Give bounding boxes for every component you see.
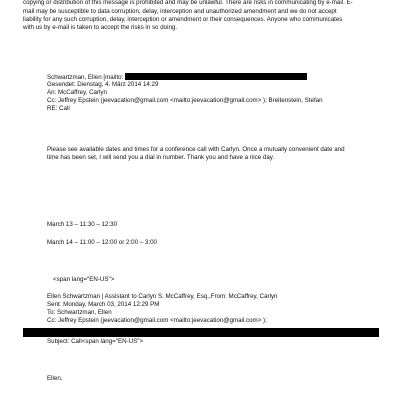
cc-line: Cc: Jeffrey Epstein (jeevacation@gmail.com <mailto:jeevacation@gmail.com> ); Breitenstein, Stefan bbox=[47, 97, 323, 104]
span-tag-text: <span lang="EN-US"> bbox=[53, 276, 115, 283]
time-slot: March 13 – 11:30 – 12:30 bbox=[47, 221, 118, 228]
disclaimer-line: with us by e-mail is taken to accept the risks in so doing. bbox=[23, 24, 178, 31]
from-text: Schwartzman, Ellen [mailto: bbox=[47, 74, 124, 81]
disclaimer-line: liability for any such corruption, delay, interception or amendment or their consequences. Anyone who communicates bbox=[23, 16, 343, 23]
subject-line: RE: Call bbox=[47, 105, 70, 112]
redaction-bar bbox=[125, 73, 307, 80]
sent-line: Gesendet: Dienstag, 4. März 2014 14:29 bbox=[47, 81, 159, 88]
disclaimer-line: mail may be susceptible to data corruption, delay, interception and unauthorized amendment and we do not accept bbox=[23, 8, 337, 15]
disclaimer-line: copying or distribution of this message is prohibited and may be unlawful. There are risks in communicating by e-mail. E- bbox=[23, 0, 353, 6]
time-slot: March 14 – 11:00 – 12:00 or 2:00 – 3:00 bbox=[47, 239, 157, 246]
body-line: Please see available dates and times for a conference call with Carlyn. Once a mutually convenient date and bbox=[47, 146, 345, 153]
body-line: time has been set, I will send you a dial in number. Thank you and have a nice day. bbox=[47, 154, 275, 161]
greeting: Ellen, bbox=[47, 375, 63, 382]
to-line: An: McCaffrey, Carlyn bbox=[47, 89, 107, 96]
to-line: To: Schwartzman, Ellen bbox=[47, 309, 112, 316]
subject-line: Subject: Call<span lang="EN-US"> bbox=[47, 338, 144, 345]
redaction-bar bbox=[23, 328, 379, 337]
from-line: Ellen Schwartzman | Assistant to Carlyn S. McCaffrey, Esq.,From: McCaffrey, Carlyn bbox=[47, 293, 278, 300]
cc-line: Cc: Jeffrey Epstein (jeevacation@gmail.com <mailto:jeevacation@gmail.com> ); bbox=[47, 317, 267, 324]
sent-line: Sent: Monday, March 03, 2014 12:29 PM bbox=[47, 301, 160, 308]
